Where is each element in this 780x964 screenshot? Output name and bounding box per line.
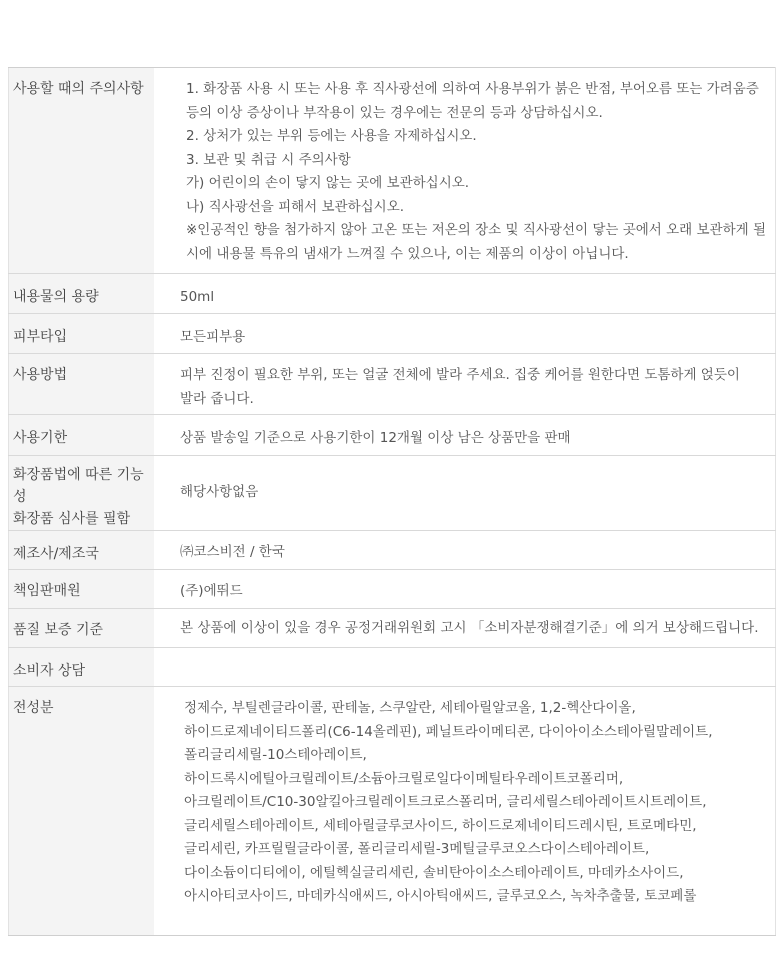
- row-value: 피부 진정이 필요한 부위, 또는 얼굴 전체에 발라 주세요. 집중 케어를 원한다면 도톰하게 얹듯이 발라 줍니다.: [180, 367, 740, 407]
- row-value: 모든피부용: [180, 329, 246, 345]
- value-cell: [154, 314, 776, 354]
- label-cell: [9, 314, 155, 354]
- label-cell: [9, 415, 155, 456]
- row-label: 전성분: [13, 700, 54, 716]
- label-cell: [9, 456, 155, 531]
- label-cell: [9, 570, 155, 609]
- row-value: 상품 발송일 기준으로 사용기한이 12개월 이상 남은 상품만을 판매: [180, 430, 571, 446]
- row-label: 피부타입: [13, 329, 68, 345]
- row-ingredients: [9, 687, 776, 936]
- label-cell: [9, 687, 155, 936]
- value-cell: [154, 415, 776, 456]
- value-cell: [154, 68, 776, 274]
- value-cell: [154, 609, 776, 648]
- value-cell: [154, 531, 776, 570]
- row-usage: [9, 354, 776, 415]
- row-skin-type: [9, 314, 776, 354]
- row-value: (주)에뛰드: [180, 583, 243, 599]
- label-cell: [9, 648, 155, 687]
- row-seller: [9, 570, 776, 609]
- row-value: 해당사항없음: [180, 484, 259, 501]
- row-label: 사용방법: [13, 367, 68, 383]
- row-volume: [9, 274, 776, 314]
- row-manufacturer: [9, 531, 776, 570]
- row-quality: [9, 609, 776, 648]
- value-cell: [154, 570, 776, 609]
- label-cell: [9, 68, 155, 274]
- row-label: 화장품법에 따른 기능성 화장품 심사를 필함: [13, 467, 144, 527]
- row-label: 사용기한: [13, 430, 68, 446]
- row-label: 제조사/제조국: [13, 546, 99, 562]
- row-consumer-center: [9, 648, 776, 687]
- value-cell: [154, 274, 776, 314]
- row-functional-cosmetic: [9, 456, 776, 531]
- row-value: 50ml: [180, 289, 215, 305]
- row-expiry: [9, 415, 776, 456]
- label-cell: [9, 609, 155, 648]
- value-cell: [154, 456, 776, 531]
- row-precautions: [9, 68, 776, 274]
- row-value: ㈜코스비전 / 한국: [180, 544, 285, 560]
- row-label: 내용물의 용량: [13, 289, 99, 305]
- row-label: 소비자 상담: [13, 663, 86, 679]
- row-value: 본 상품에 이상이 있을 경우 공정거래위원회 고시 「소비자분쟁해결기준」에 의거 보상해드립니다.: [180, 620, 759, 636]
- row-label: 책임판매원: [13, 583, 81, 599]
- label-cell: [9, 274, 155, 314]
- value-cell: [154, 648, 776, 687]
- product-info-table: [8, 67, 776, 936]
- label-cell: [9, 531, 155, 570]
- label-cell: [9, 354, 155, 415]
- value-cell: [154, 687, 776, 936]
- row-label: 사용할 때의 주의사항: [13, 81, 144, 97]
- row-value: 1. 화장품 사용 시 또는 사용 후 직사광선에 의하여 사용부위가 붉은 반점, 부어오름 또는 가려움증 등의 이상 증상이나 부작용이 있는 경우에는 전문의 등과 상담하십시오. 2. 상처가 있는 부위 등에는 사용을 자제하십시오. 3. 보관 및 취급 시 주의사항 가) 어린이의 손이 닿지 않는 곳에 보관하십시오. 나) 직사광선을 피해서 보관하십시오. ※인공적인 향을 첨가하지 않아 고온 또는 저온의 장소 및 직사광선이 닿는 곳에서 오래 보관하게 될 시에 내용물 특유의 냄새가 느껴질 수 있으나, 이는 제품의 이상이 아닙니다.: [186, 81, 766, 262]
- value-cell: [154, 354, 776, 415]
- row-value: 정제수, 부틸렌글라이콜, 판테놀, 스쿠알란, 세테아릴알코올, 1,2-헥산다이올, 하이드로제네이티드폴리(C6-14올레핀), 페닐트라이메티콘, 다이아이소스테아릴말레이트, 폴리글리세릴-10스테아레이트, 하이드록시에틸아크릴레이트/소듐아크릴로일다이메틸타우레이트코폴리머, 아크릴레이트/C10-30알킬아크릴레이트크로스폴리머, 글리세릴스테아레이트시트레이트, 글리세릴스테아레이트, 세테아릴글루코사이드, 하이드로제네이티드레시틴, 트로메타민, 글리세린, 카프릴릴글라이콜, 폴리글리세릴-3메틸글루코오스다이스테아레이트, 다이소듐이디티에이, 에틸헥실글리세린, 솔비탄아이소스테아레이트, 마데카소사이드, 아시아티코사이드, 마데카식애씨드, 아시아틱애씨드, 글루코오스, 녹차추출물, 토코페롤: [184, 700, 713, 904]
- row-label: 품질 보증 기준: [13, 622, 104, 638]
- row-value: [154, 648, 775, 658]
